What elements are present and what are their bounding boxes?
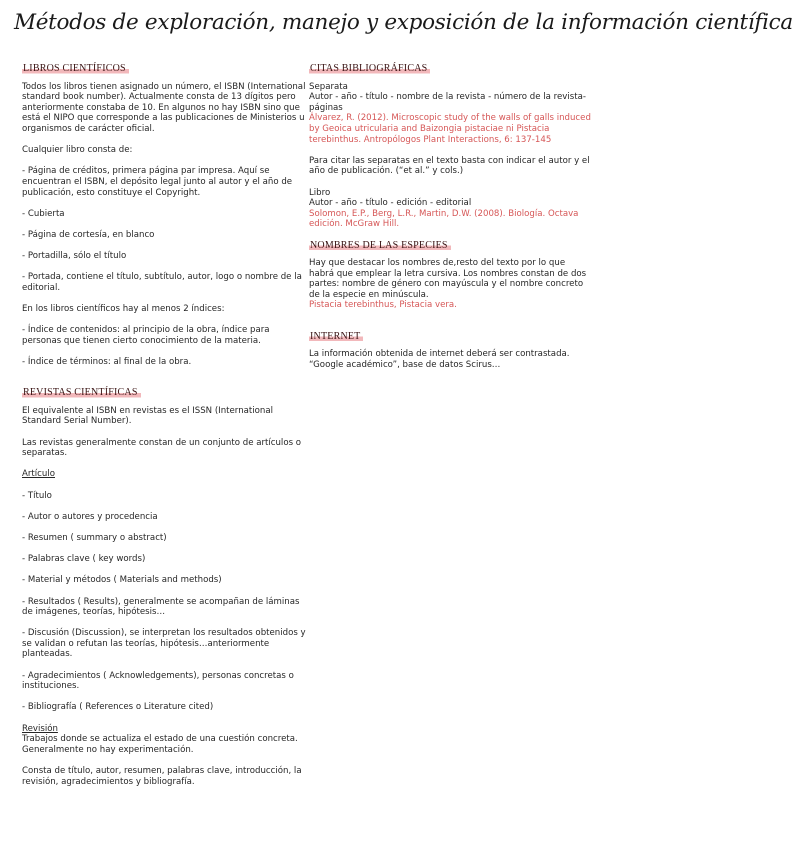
separata-label: Separata xyxy=(309,81,348,92)
revision-label: Revisión xyxy=(22,723,58,734)
libros-part: - Página de cortesía, en blanco xyxy=(22,229,155,240)
section-header-libros: LIBROS CIENTÍFICOS xyxy=(22,64,129,75)
separata-example: Álvarez, R. (2012). Microscopic study of the walls of galls induced by Geoica utricularia and Baizongia pistaciae ni Pistacia terebinthus. Antropólogos Plant Interactions, 6: 137-145 xyxy=(309,113,591,145)
citar-text: Para citar las separatas en el texto basta con indicar el autor y el año de publicación. (“et al.” y cols.) xyxy=(309,155,590,177)
libros-consta: Cualquier libro consta de: xyxy=(22,145,133,156)
articulo-item: - Material y métodos ( Materials and methods) xyxy=(22,575,222,586)
articulo-item: - Resultados ( Results), generalmente se acompañan de láminas de imágenes, teorías, hipótesis… xyxy=(22,596,300,618)
left-column xyxy=(22,64,308,798)
libros-part: - Portada, contiene el título, subtítulo, autor, logo o nombre de la editorial. xyxy=(22,272,302,293)
section-header-especies: NOMBRES DE LAS ESPECIES xyxy=(309,241,451,252)
libro-format: Autor - año - título - edición - editorial xyxy=(309,198,472,209)
internet-text: La información obtenida de internet deberá ser contrastada. “Google académico”, base de datos Scirus… xyxy=(309,349,570,370)
articulo-item: - Palabras clave ( key words) xyxy=(22,554,146,565)
libros-part: - Página de créditos, primera página par impresa. Aquí se encuentran el ISBN, el depósito legal junto al autor y el año de publicación, esto constituye el Copyright. xyxy=(22,166,293,198)
libros-indice: - Índice de contenidos: al principio de la obra, índice para personas que tienen cierto conocimiento de la materia. xyxy=(22,325,270,346)
libro-label: Libro xyxy=(309,187,331,198)
especies-text: Hay que destacar los nombres de,resto del texto por lo que habrá que emplear la letra cursiva. Los nombres constan de dos partes: nombre de género con mayúscula y el nombre concreto de la especie en minúscula. xyxy=(309,258,587,300)
section-header-citas: CITAS BIBLIOGRÁFICAS xyxy=(309,64,430,75)
page-title: Métodos de exploración, manejo y exposición de la información científica xyxy=(14,10,793,35)
separata-format: Autor - año - título - nombre de la revista - número de la revista- páginas xyxy=(309,92,586,113)
articulo-item: - Discusión (Discussion), se interpretan los resultados obtenidos y se validan o refutan las teorías, hipótesis…anteriormente planteadas. xyxy=(22,628,306,660)
revistas-issn: El equivalente al ISBN en revistas es el ISSN (International Standard Serial Number). xyxy=(22,405,274,427)
libros-part: - Cubierta xyxy=(22,208,65,219)
revision-consta: Consta de título, autor, resumen, palabras clave, introducción, la revisión, agradecimientos y bibliografía. xyxy=(22,766,302,787)
libro-example: Solomon, E.P., Berg, L.R., Martin, D.W. (2008). Biología. Octava edición. McGraw Hill. xyxy=(309,208,579,230)
libros-part: - Portadilla, sólo el título xyxy=(22,251,127,262)
especies-example: Pistacia terebinthus, Pistacia vera. xyxy=(309,300,457,311)
articulo-item: - Agradecimientos ( Acknowledgements), personas concretas o instituciones. xyxy=(22,670,294,692)
libros-intro: Todos los libros tienen asignado un número, el ISBN (International standard book number). Actualmente consta de 13 dígitos pero anteriormente constaba de 10. En algunos no hay ISBN sino que está el NIPO que corresponde a las publicaciones de Ministerios u organismos de carácter oficial. xyxy=(22,81,306,134)
section-header-revistas: REVISTAS CIENTÍFICAS xyxy=(22,388,141,399)
articulo-item: - Autor o autores y procedencia xyxy=(22,511,158,522)
libros-indice: - Índice de términos: al final de la obra. xyxy=(22,357,192,368)
section-header-internet: INTERNET xyxy=(309,332,363,343)
libros-indices-intro: En los libros científicos hay al menos 2 índices: xyxy=(22,304,225,315)
articulo-item: - Bibliografía ( References o Literature cited) xyxy=(22,702,214,713)
articulo-item: - Título xyxy=(22,490,52,501)
articulo-label: Artículo xyxy=(22,469,55,480)
revistas-constan: Las revistas generalmente constan de un conjunto de artículos o separatas. xyxy=(22,437,302,459)
articulo-item: - Resumen ( summary o abstract) xyxy=(22,532,167,543)
right-column xyxy=(309,64,591,381)
revision-text: Trabajos donde se actualiza el estado de una cuestión concreta. Generalmente no hay experimentación. xyxy=(22,734,298,755)
